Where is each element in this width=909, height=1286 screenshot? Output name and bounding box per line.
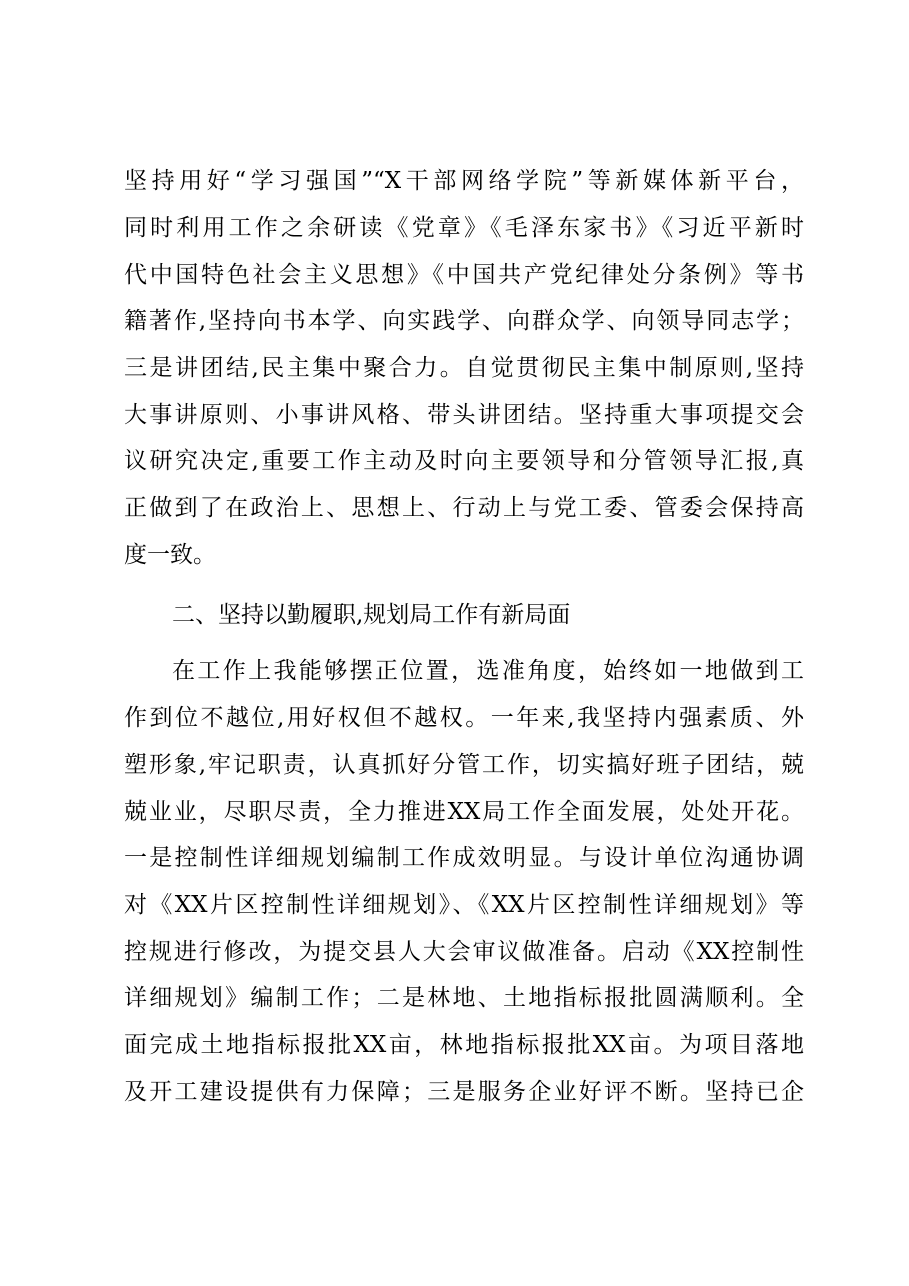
paragraph-line-14: 一是控制性详细规划编制工作成效明显。与设计单位沟通协调 [124, 845, 804, 871]
paragraph-line-17: 详细规划》编制工作；二是林地、土地指标报批圆满顺利。全 [124, 985, 804, 1011]
paragraph-line-18: 面完成土地指标报批XX亩，林地指标报批XX亩。为项目落地 [124, 1032, 804, 1058]
paragraph-line-6: 大事讲原则、小事讲风格、带头讲团结。坚持重大事项提交会 [124, 402, 804, 428]
paragraph-line-12: 塑形象,牢记职责，认真抓好分管工作，切实搞好班子团结，兢 [124, 752, 804, 778]
paragraph-line-3: 代中国特色社会主义思想》《中国共产党纪律处分条例》等书 [124, 262, 804, 288]
paragraph-line-11: 作到位不越位,用好权但不越权。一年来,我坚持内强素质、外 [124, 705, 804, 731]
paragraph-line-2: 同时利用工作之余研读《党章》《毛泽东家书》《习近平新时 [124, 215, 804, 241]
section-heading: 二、坚持以勤履职,规划局工作有新局面 [172, 602, 571, 628]
paragraph-line-15: 对《XX片区控制性详细规划》、《XX片区控制性详细规划》等 [124, 892, 804, 918]
paragraph-line-13: 兢业业，尽职尽责，全力推进XX局工作全面发展，处处开花。 [124, 799, 804, 825]
paragraph-line-19: 及开工建设提供有力保障；三是服务企业好评不断。坚持已企 [124, 1079, 804, 1105]
paragraph-line-5: 三是讲团结,民主集中聚合力。自觉贯彻民主集中制原则,坚持 [124, 355, 804, 381]
paragraph-line-9: 度一致。 [124, 542, 216, 568]
paragraph-line-8: 正做到了在政治上、思想上、行动上与党工委、管委会保持高 [124, 495, 804, 521]
paragraph-line-10: 在工作上我能够摆正位置，选准角度，始终如一地做到工 [172, 658, 804, 684]
paragraph-line-16: 控规进行修改，为提交县人大会审议做准备。启动《XX控制性 [124, 939, 804, 965]
paragraph-line-1: 坚持用好“学习强国”“X干部网络学院”等新媒体新平台， [124, 168, 804, 194]
paragraph-line-4: 籍著作,坚持向书本学、向实践学、向群众学、向领导同志学； [124, 308, 804, 334]
paragraph-line-7: 议研究决定,重要工作主动及时向主要领导和分管领导汇报,真 [124, 448, 804, 474]
